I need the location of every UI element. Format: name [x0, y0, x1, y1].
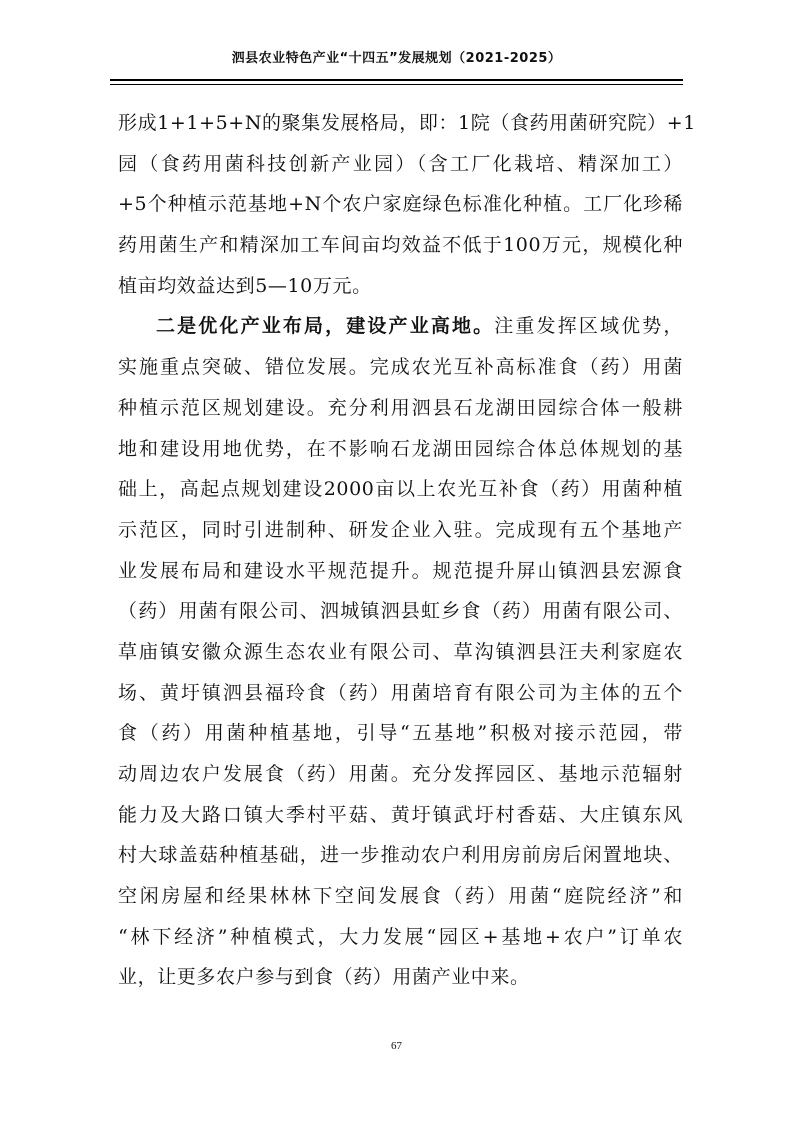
text-line: 场、黄圩镇泗县福玲食（药）用菌培育有限公司为主体的五个 [118, 681, 683, 704]
text-line: 植亩均效益达到5—10万元。 [118, 274, 372, 297]
header-rule-thin [110, 84, 683, 85]
header-rule-thick [110, 79, 683, 81]
body-text [118, 103, 696, 998]
running-header: 泗县农业特色产业“十四五”发展规划（2021-2025） [231, 51, 562, 66]
text-line: 地和建设用地优势，在不影响石龙湖田园综合体总体规划的基 [118, 437, 683, 460]
text-line: （药）用菌有限公司、泗城镇泗县虹乡食（药）用菌有限公司、 [118, 600, 683, 623]
text-line: 动周边农户发展食（药）用菌。充分发挥园区、基地示范辐射 [118, 763, 683, 785]
text-line: 园（食药用菌科技创新产业园）（含工厂化栽培、精深加工） [118, 152, 683, 175]
text-line: “林下经济”种植模式，大力发展“园区+基地+农户”订单农 [118, 925, 683, 948]
page-number: 67 [391, 1040, 402, 1052]
text-line: +5个种植示范基地+N个农户家庭绿色标准化种植。工厂化珍稀 [118, 193, 683, 216]
text-line [118, 306, 683, 347]
paragraph-2 [118, 306, 683, 998]
text-line: 能力及大路口镇大季村平菇、黄圩镇武圩村香菇、大庄镇东风 [118, 803, 683, 826]
text-line: 实施重点突破、错位发展。完成农光互补高标准食（药）用菌 [118, 356, 683, 379]
text-line: 示范区，同时引进制种、研发企业入驻。完成现有五个基地产 [118, 518, 683, 541]
text-line: 形成1+1+5+N的聚集发展格局，即：1院（食药用菌研究院）+1 [118, 112, 696, 134]
heading-line-rest: 注重发挥区域优势， [494, 315, 683, 338]
paragraph-heading: 二是优化产业布局，建设产业高地。 [156, 315, 495, 338]
text-line: 业，让更多农户参与到食（药）用菌产业中来。 [118, 966, 530, 989]
text-line: 种植示范区规划建设。充分利用泗县石龙湖田园综合体一般耕 [118, 396, 683, 419]
text-line: 础上，高起点规划建设2000亩以上农光互补食（药）用菌种植 [118, 478, 683, 501]
text-line: 食（药）用菌种植基地，引导“五基地”积极对接示范园，带 [118, 722, 683, 745]
text-line: 业发展布局和建设水平规范提升。规范提升屏山镇泗县宏源食 [118, 559, 683, 582]
paragraph-1 [118, 103, 696, 306]
text-line: 草庙镇安徽众源生态农业有限公司、草沟镇泗县汪夫利家庭农 [118, 640, 683, 663]
text-line: 村大球盖菇种植基础，进一步推动农户利用房前房后闲置地块、 [118, 844, 683, 867]
text-line: 空闲房屋和经果林林下空间发展食（药）用菌“庭院经济”和 [118, 885, 683, 908]
text-line: 药用菌生产和精深加工车间亩均效益不低于100万元，规模化种 [118, 234, 683, 257]
